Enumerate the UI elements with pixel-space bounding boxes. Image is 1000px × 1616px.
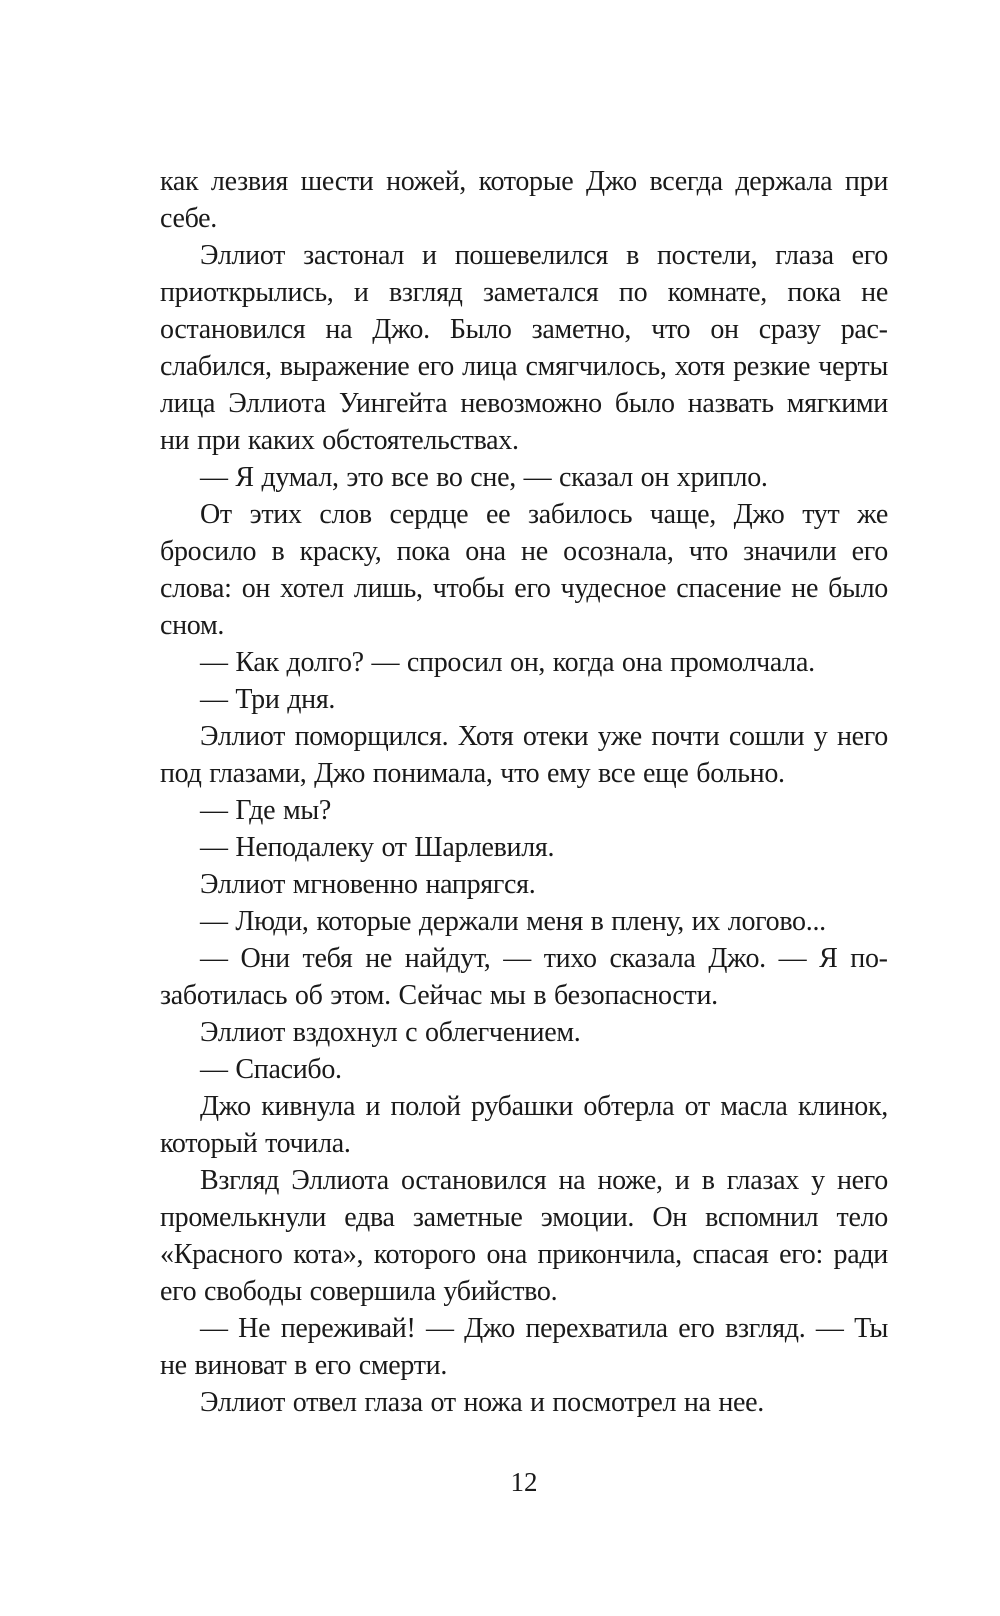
paragraph: — Я думал, это все во сне, — сказал он хрипло. xyxy=(200,462,768,493)
paragraph: — Где мы? xyxy=(200,795,332,826)
paragraph: — Как долго? — спросил он, когда она промолчала. xyxy=(200,647,815,678)
page-text xyxy=(160,163,888,1421)
paragraph: Эллиот отвел глаза от ножа и посмотрел на нее. xyxy=(200,1387,764,1418)
paragraph: — Не переживай! — Джо перехватила его взгляд. — Ты не виноват в его смерти. xyxy=(160,1313,888,1381)
paragraph: — Спасибо. xyxy=(200,1054,342,1085)
paragraph: — Три дня. xyxy=(200,684,336,715)
paragraph: Эллиот мгновенно напрягся. xyxy=(200,869,536,900)
paragraph: как лезвия шести ножей, которые Джо всегда держала при себе. xyxy=(160,166,888,234)
paragraph: Взгляд Эллиота остановился на ноже, и в глазах у него промелькнули едва заметные эмоции. Он вспомнил тело «Красного кота», которого она прикончила, спасая его: ради его свободы совершила убийство. xyxy=(160,1165,888,1307)
paragraph: Эллиот поморщился. Хотя отеки уже почти сошли у него под глазами, Джо понимала, что ему все еще больно. xyxy=(160,721,888,789)
paragraph: Эллиот застонал и пошевелился в постели, глаза его приоткрылись, и взгляд заметался по комнате, пока не остановился на Джо. Было заметно, что он сразу расслабился, выражение его лица смягчилось, хотя резкие черты лица Эллиота Уингейта невозможно было назвать мягкими ни при каких обстоятельствах. xyxy=(160,240,888,456)
paragraph: — Люди, которые держали меня в плену, их логово... xyxy=(200,906,826,937)
paragraph: — Неподалеку от Шарлевиля. xyxy=(200,832,555,863)
paragraph: — Они тебя не найдут, — тихо сказала Джо. — Я позаботилась об этом. Сейчас мы в безопасности. xyxy=(160,943,888,1011)
paragraph: Джо кивнула и полой рубашки обтерла от масла клинок, который точила. xyxy=(160,1091,888,1159)
paragraph: Эллиот вздохнул с облегчением. xyxy=(200,1017,581,1048)
paragraph: От этих слов сердце ее забилось чаще, Джо тут же бросило в краску, пока она не осознала, что значили его слова: он хотел лишь, чтобы его чудесное спасение не было сном. xyxy=(160,499,888,641)
page-number: 12 xyxy=(510,1467,538,1497)
